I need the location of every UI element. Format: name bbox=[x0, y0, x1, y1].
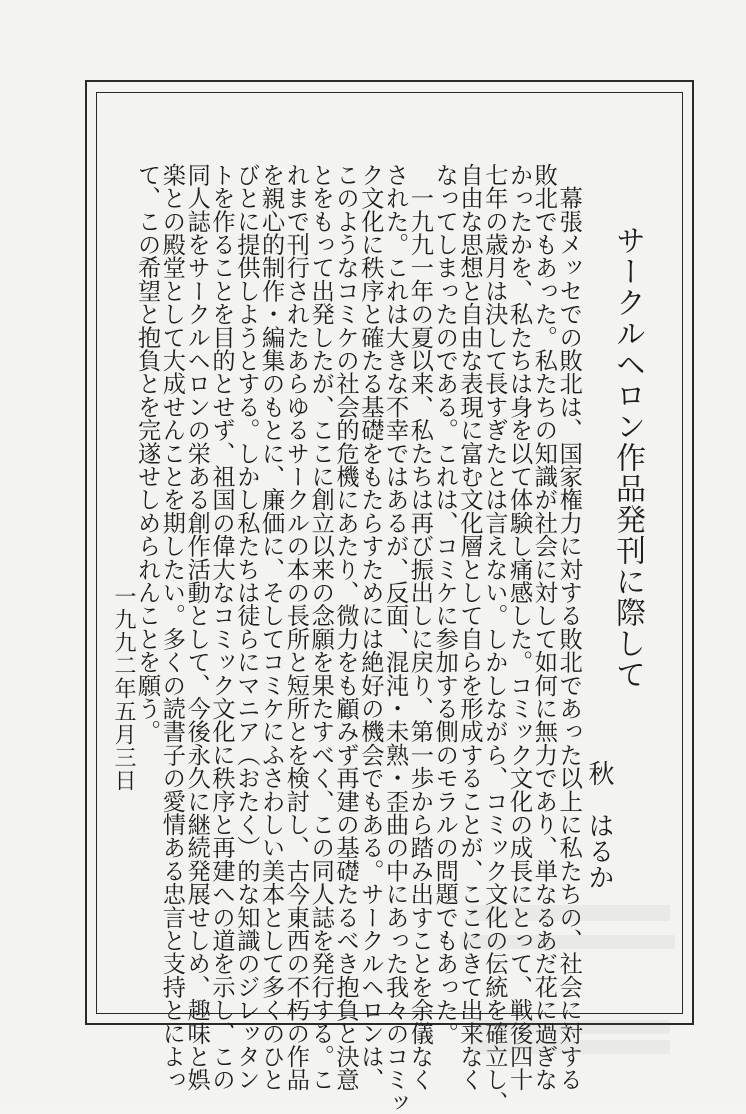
body-line: なってしまったのである。これは、コミケに参加する側のモラルの問題でもあった。 bbox=[431, 163, 459, 1045]
body-line: とをもって出発したが、ここに創立以来の念願を果たすべく、この同人誌を発行する。こ bbox=[307, 163, 335, 1091]
bleed-through-mark bbox=[470, 1040, 670, 1054]
bleed-through-mark bbox=[470, 1020, 670, 1034]
body-line: びとに提供しようとする。しかし私たちは徒らにマニア（おたく）的な知識のジレッタン bbox=[232, 163, 260, 1091]
body-line: を親心的制作・編集のもとに、廉価に、そしてコミケにふさわしい美本として多くのひと bbox=[257, 163, 285, 1091]
author-name: 秋 はるか bbox=[584, 760, 614, 890]
body-line: このようなコミケの社会的危機にあたり、微力をも顧みず再建の基礎たるべき抱負と決意 bbox=[332, 163, 359, 1091]
body-line: て、この希望と抱負とを完遂せしめられんことを願う。 bbox=[133, 163, 161, 743]
body-line: 同人誌をサークルヘロンの栄ある創作活動として、今後永久に継続発展せしめ、趣味と娯 bbox=[183, 163, 211, 1091]
bleed-through-mark bbox=[470, 905, 670, 921]
body-line: 楽との殿堂として大成せんことを期したい。多くの読書子の愛情ある忠言と支持とによっ bbox=[158, 163, 186, 1091]
body-line: ク文化に秩序と確たる基礎をもたらすためには絶好の機会でもある。サークルヘロンは、 bbox=[356, 163, 384, 1091]
body-line: 七年の歳月は決して長すぎたとは言えない。しかしながら、コミック文化の伝統を確立し、 bbox=[480, 163, 508, 1114]
body-line: れまで刊行されたあらゆるサークルの本の長所と短所とを検討し、古今東西の不朽の作品 bbox=[282, 163, 310, 1091]
body-line: 一九九一年の夏以来、私たちは再び振出しに戻り、第一歩から踏み出すことを余儀なく bbox=[406, 163, 434, 1091]
bleed-through-mark bbox=[460, 935, 675, 949]
body-line: かったかを、私たちは身を以て体験し痛感した。コミック文化の成長にとって、戦後四十 bbox=[505, 163, 533, 1091]
body-line: 幕張メッセでの敗北は、国家権力に対する敗北であった以上に私たちの、社会に対する bbox=[555, 163, 583, 1091]
date-line: 一九九二年五月三日 bbox=[111, 585, 136, 792]
document-title: サークルヘロン作品発刊に際して bbox=[610, 225, 645, 690]
body-line: 敗北でもあった。私たちの知識が社会に対して如何に無力であり、単なるあだ花に過ぎな bbox=[530, 163, 558, 1091]
body-line: された。これは大きな不幸ではあるが、反面、混沌・未熟・歪曲の中にあった我々のコミッ bbox=[381, 163, 409, 1114]
body-line: 自由な思想と自由な表現に富む文化層として自らを形成することが、ここにきて出来なく bbox=[456, 163, 483, 1091]
body-line: トを作ることを目的とせず、祖国の偉大なコミック文化に秩序と再建への道を示し、この bbox=[208, 163, 235, 1091]
